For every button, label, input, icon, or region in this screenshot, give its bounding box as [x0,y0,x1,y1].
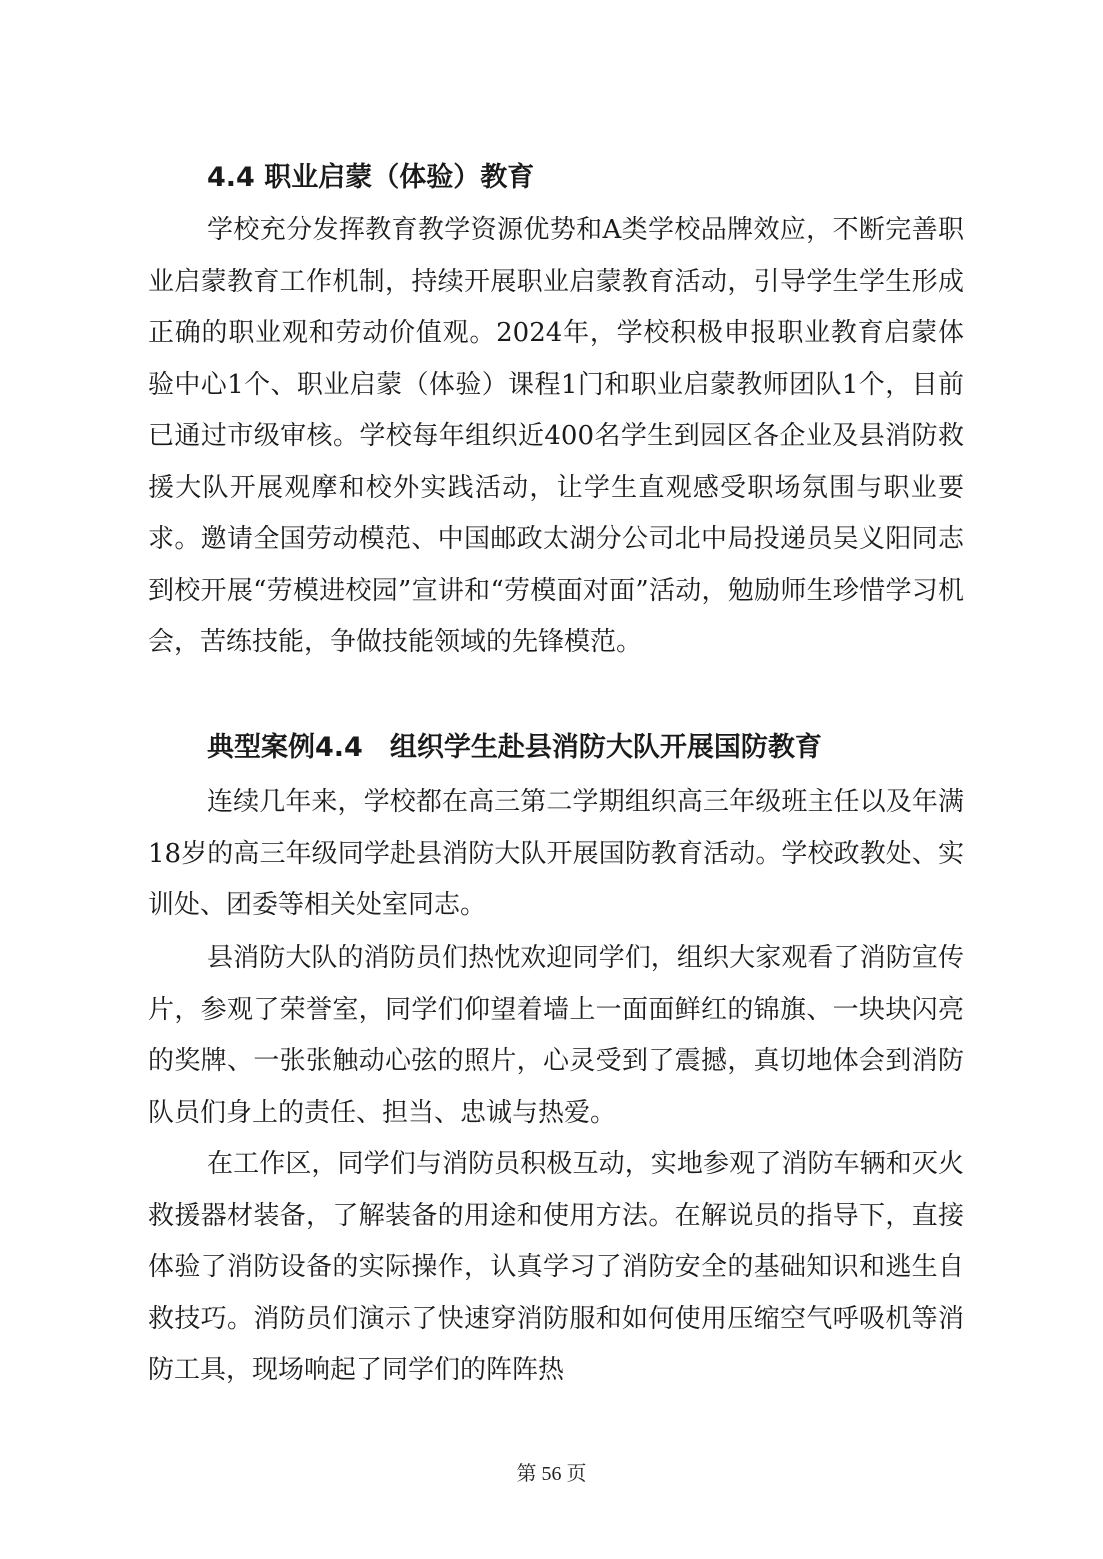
case-paragraph: 连续几年来，学校都在高三第二学期组织高三年级班主任以及年满18岁的高三年级同学赴县消防大队开展国防教育活动。学校政教处、实训处、团委等相关处室同志。 [148,787,964,920]
case-heading: 典型案例4.4 组织学生赴县消防大队开展国防教育 [207,732,822,763]
section-paragraph: 学校充分发挥教育教学资源优势和A类学校品牌效应，不断完善职业启蒙教育工作机制，持续开展职业启蒙教育活动，引导学生学生形成正确的职业观和劳动价值观。2024年，学校积极申报职业教育启蒙体验中心1个、职业启蒙（体验）课程1门和职业启蒙教师团队1个，目前已通过市级审核。学校每年组织近400名学生到园区各企业及县消防救援大队开展观摩和校外实践活动，让学生直观感受职场氛围与职业要求。邀请全国劳动模范、中国邮政太湖分公司北中局投递员吴义阳同志到校开展“劳模进校园”宣讲和“劳模面对面”活动，勉励师生珍惜学习机会，苦练技能，争做技能领域的先锋模范。 [148,215,964,657]
case-paragraph: 县消防大队的消防员们热忱欢迎同学们，组织大家观看了消防宣传片，参观了荣誉室，同学们仰望着墙上一面面鲜红的锦旗、一块块闪亮的奖牌、一张张触动心弦的照片，心灵受到了震撼，真切地体会到消防队员们身上的责任、担当、忠诚与热爱。 [148,943,964,1128]
case-paragraph: 在工作区，同学们与消防员积极互动，实地参观了消防车辆和灭火救援器材装备，了解装备的用途和使用方法。在解说员的指导下，直接体验了消防设备的实际操作，认真学习了消防安全的基础知识和逃生自救技巧。消防员们演示了快速穿消防服和如何使用压缩空气呼吸机等消防工具，现场响起了同学们的阵阵热 [148,1149,964,1385]
page-number: 第 56 页 [516,1463,587,1485]
section-heading: 4.4 职业启蒙（体验）教育 [207,162,535,193]
